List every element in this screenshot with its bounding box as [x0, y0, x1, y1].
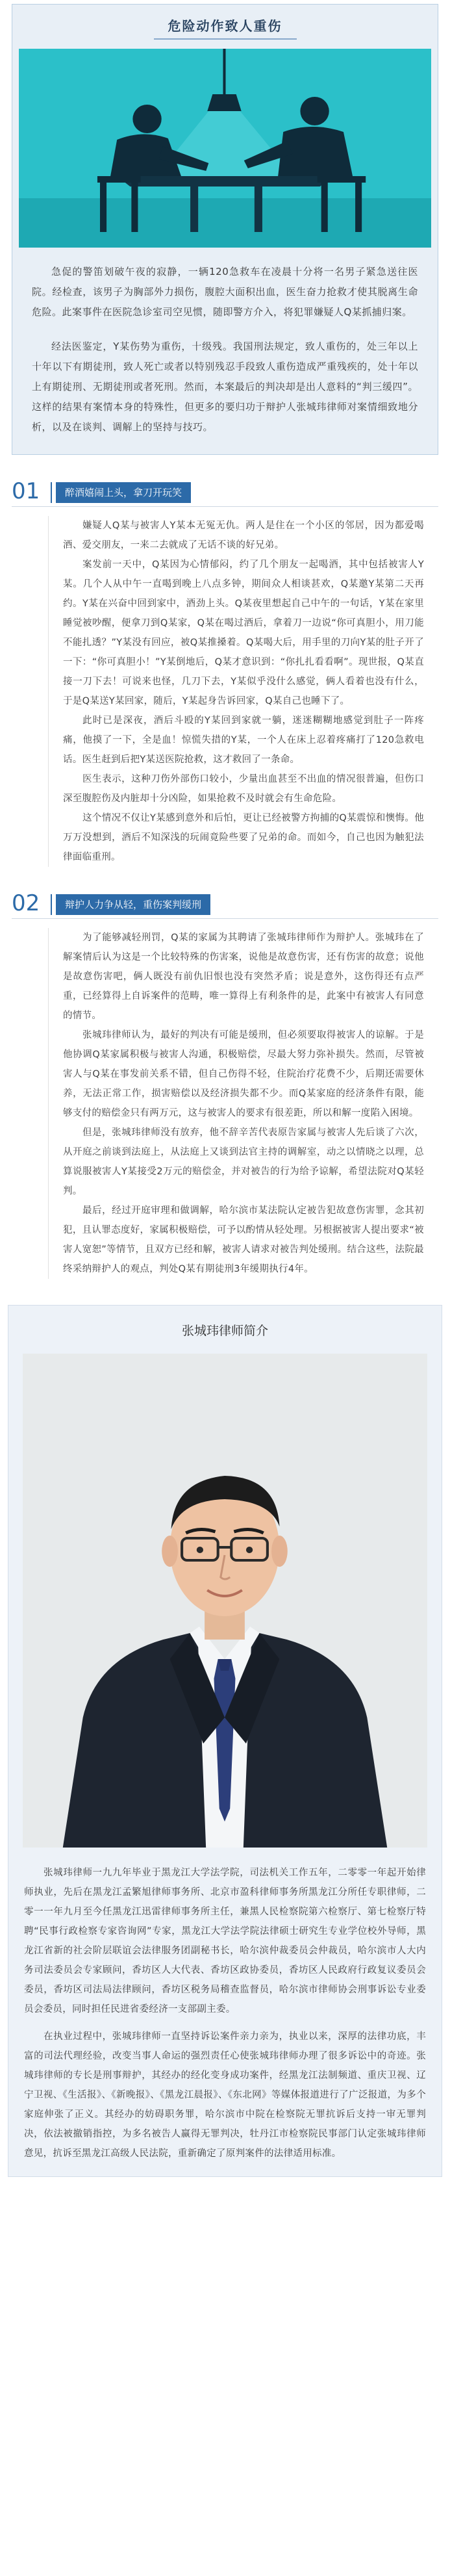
defense-block [48, 928, 424, 1279]
section-heading-label: 醉酒嬉闹上头，拿刀开玩笑 [56, 482, 191, 503]
bio-paragraph: 张城玮律师一九九年毕业于黑龙江大学法学院，司法机关工作五年，二零零一年起开始律师执业，先后在黑龙江孟繁旭律师事务所、北京市盈科律师事务所黑龙江分所任专职律师，二零一一年九月至今任黑龙江迅雷律师事务所主任，兼黑人民检察院第六检察厅、第七检察厅特聘“民事行政检察专家咨询网”专家，黑龙江大学法学院法律硕士研究生专业学位校外导师，黑龙江省新的社会阶层联谊会法律服务团副秘书长，哈尔滨仲裁委员会仲裁员，哈尔滨市人大内务司法委员会专家顾问，香坊区人大代表、香坊区政协委员，香坊区人民政府行政复议委员会委员，香坊区司法局法律顾问，香坊区税务局稽查监督员，哈尔滨市律师协会刑事诉讼专业委员会委员，同时担任民进省委经济一支部副主委。 [24, 1868, 426, 2015]
intro-paragraph-1: 急促的警笛划破午夜的寂静，一辆120急救车在凌晨十分将一名男子紧急送往医院。经检查，该男子为胸部外力损伤，腹腔大面积出血，医生奋力抢救才使其脱离生命危险。此案事件在医院急诊室司空见惯，随即警方介入，将犯罪嫌疑人Q某抓捕归案。 [32, 266, 418, 318]
intro-paragraph-2: 经法医鉴定，Y某伤势为重伤，十级残。我国刑法规定，致人重伤的，处三年以上十年以下有期徒刑，致人死亡或者以特别残忍手段致人重伤造成严重残疾的，处十年以上有期徒刑、无期徒刑或者死刑。然而，本案最后的判决却是出人意料的“判三缓四”。这样的结果有案情本身的特殊性，但更多的要归功于辩护人张城玮律师对案情细致地分析，以及在谈判、调解上的坚持与技巧。 [32, 341, 418, 433]
defense-paragraph: 最后，经过开庭审理和做调解，哈尔滨市某法院认定被告犯故意伤害罪，念其初犯，且认罪态度好，家属积极赔偿，可予以酌情从轻处理。另根据被害人提出要求“被害人宽恕”等情节，且双方已经和解，被害人请求对被告判处缓刑。结合这些，法院最终采纳辩护人的观点，判处Q某有期徒刑3年缓期执行4年。 [63, 1205, 424, 1274]
story-block [48, 516, 424, 867]
title-underline [154, 38, 297, 40]
defense-paragraph: 为了能够减轻刑罚，Q某的家属为其聘请了张城玮律师作为辩护人。张城玮在了解案情后认为这是一个比较特殊的伤害案，说他是故意伤害，还有伤害的故意；说他是故意伤害吧，俩人既没有前仇旧恨也没有突然矛盾；说是意外，这伤得还有点严重，已经算得上自诉案件的范畴，唯一算得上有利条件的是，此案中有被害人有同意的情节。 [63, 933, 424, 1021]
section-number: 02 [12, 890, 40, 916]
section-heading-01 [0, 474, 450, 507]
story-paragraph: 这个情况不仅让Y某感到意外和后怕，更让已经被警方拘捕的Q某震惊和懊悔。他万万没想到，酒后不知深浅的玩闹竟险些要了兄弟的命。而如今，自己也因为触犯法律面临重刑。 [63, 813, 424, 862]
section-heading-02 [0, 886, 450, 919]
defense-paragraph: 但是，张城玮律师没有放弃，他不辞辛苦代表原告家属与被害人先后谈了六次，从开庭之前谈到法庭上，从法庭上又谈到法官主持的调解室，动之以情晓之以理，总算说服被害人Y某接受2万元的赔偿金，并对被告的行为给予谅解，希望法院对Q某轻判。 [63, 1127, 424, 1196]
lawyer-profile-title [8, 1306, 442, 1354]
bio-paragraph: 在执业过程中，张城玮律师一直坚持诉讼案件亲力亲为，执业以来，深厚的法律功底，丰富的司法代理经验，改变当事人命运的强烈责任心使张城玮律师办理了很多诉讼中的奇迹。张城玮律师的专长是刑事辩护，其经办的经化变身成功案件，经黑龙江法制频道、重庆卫视、辽宁卫视、《生活报》、《新晚报》、《黑龙江晨报》、《东北网》等媒体报道进行了广泛报道，为多个家庭伸张了正义。其经办的妨碍职务罪，哈尔滨市中院在检察院无罪抗诉后支持一审无罪判决，依法被撤销指控，为多名被告人赢得无罪判决，牡丹江市检察院民事部门认定张城玮律师意见，抗诉至黑龙江高级人民法院，重新确定了原判案件的法律适用标准。 [24, 2031, 426, 2159]
lawyer-bio [8, 1848, 442, 2163]
section-number: 01 [12, 478, 40, 504]
hero-illustration [19, 49, 431, 248]
portrait-illustration [23, 1354, 427, 1848]
intro-section [12, 4, 438, 455]
defense-paragraph: 张城玮律师认为，最好的判决有可能是缓刑，但必须要取得被害人的谅解。于是他协调Q某家属积极与被害人沟通，积极赔偿，尽最大努力弥补损失。然而，尽管被害人与Q某在事发前关系不错，但自己伤得不轻，住院治疗花费不少，后期还需要休养，无法正常工作，损害赔偿以及经济损失都不少。而Q某家庭的经济条件有限，能够支付的赔偿金只有两万元，这与被害人的要求有很差距，所以和解一度陷入困境。 [63, 1030, 424, 1118]
section-heading-label: 辩护人力争从轻，重伤案判缓刑 [56, 894, 210, 915]
heading-rule [12, 506, 438, 507]
heading-divider [51, 482, 52, 503]
story-paragraph: 此时已是深夜，酒后斗殴的Y某回到家就一躺，迷迷糊糊地感觉到肚子一阵疼痛，他摸了一下，全是血！惊慌失措的Y某，一个人在床上忍着疼痛打了120急救电话。医生赶到后把Y某送医院抢救，这才救回了一条命。 [63, 715, 424, 765]
lawyer-profile-card [8, 1305, 442, 2177]
heading-divider [51, 894, 52, 915]
story-paragraph: 医生表示，这种刀伤外部伤口较小，少量出血甚至不出血的情况很普遍，但伤口深至腹腔伤及内脏却十分凶险，如果抢救不及时就会有生命危险。 [63, 774, 424, 804]
story-paragraph: 案发前一天中，Q某因为心情郁闷，约了几个朋友一起喝酒，其中包括被害人Y某。几个人从中午一直喝到晚上八点多钟，期间众人相谈甚欢，Q某邀Y某第二天再约。Y某在兴奋中回到家中，酒劲上头。Q某夜里想起自己中午的一句话，Y某在家里睡觉被吵醒，便拿刀到Q某家，Q某在喝过酒后，拿着刀一边说“你可真胆小，用刀能不能扎透？”Y某没有回应，被Q某推搡着。Q某喝大后，用手里的刀向Y某的肚子开了一下：“你可真胆小！”Y某倒地后，Q某才意识到：“你扎扎看看啊”。现世报，Q某直接一刀下去！可说来也怪，几刀下去，Y某似乎没什么感觉，俩人看着也没有什么，于是Q某送Y某回家，随后，Y某起身告诉回家，Q某自己也睡下了。 [63, 560, 424, 706]
story-paragraph: 嫌疑人Q某与被害人Y某本无冤无仇。两人是住在一个小区的邻居，因为都爱喝酒、爱交朋友，一来二去就成了无话不谈的好兄弟。 [63, 521, 424, 550]
lawyer-portrait [23, 1354, 427, 1848]
interrogation-illustration [19, 49, 431, 248]
heading-rule [12, 918, 438, 919]
section-title-text: 危险动作致人重伤 [168, 18, 282, 34]
lawyer-profile-title-text: 张城玮律师简介 [181, 1323, 268, 1338]
